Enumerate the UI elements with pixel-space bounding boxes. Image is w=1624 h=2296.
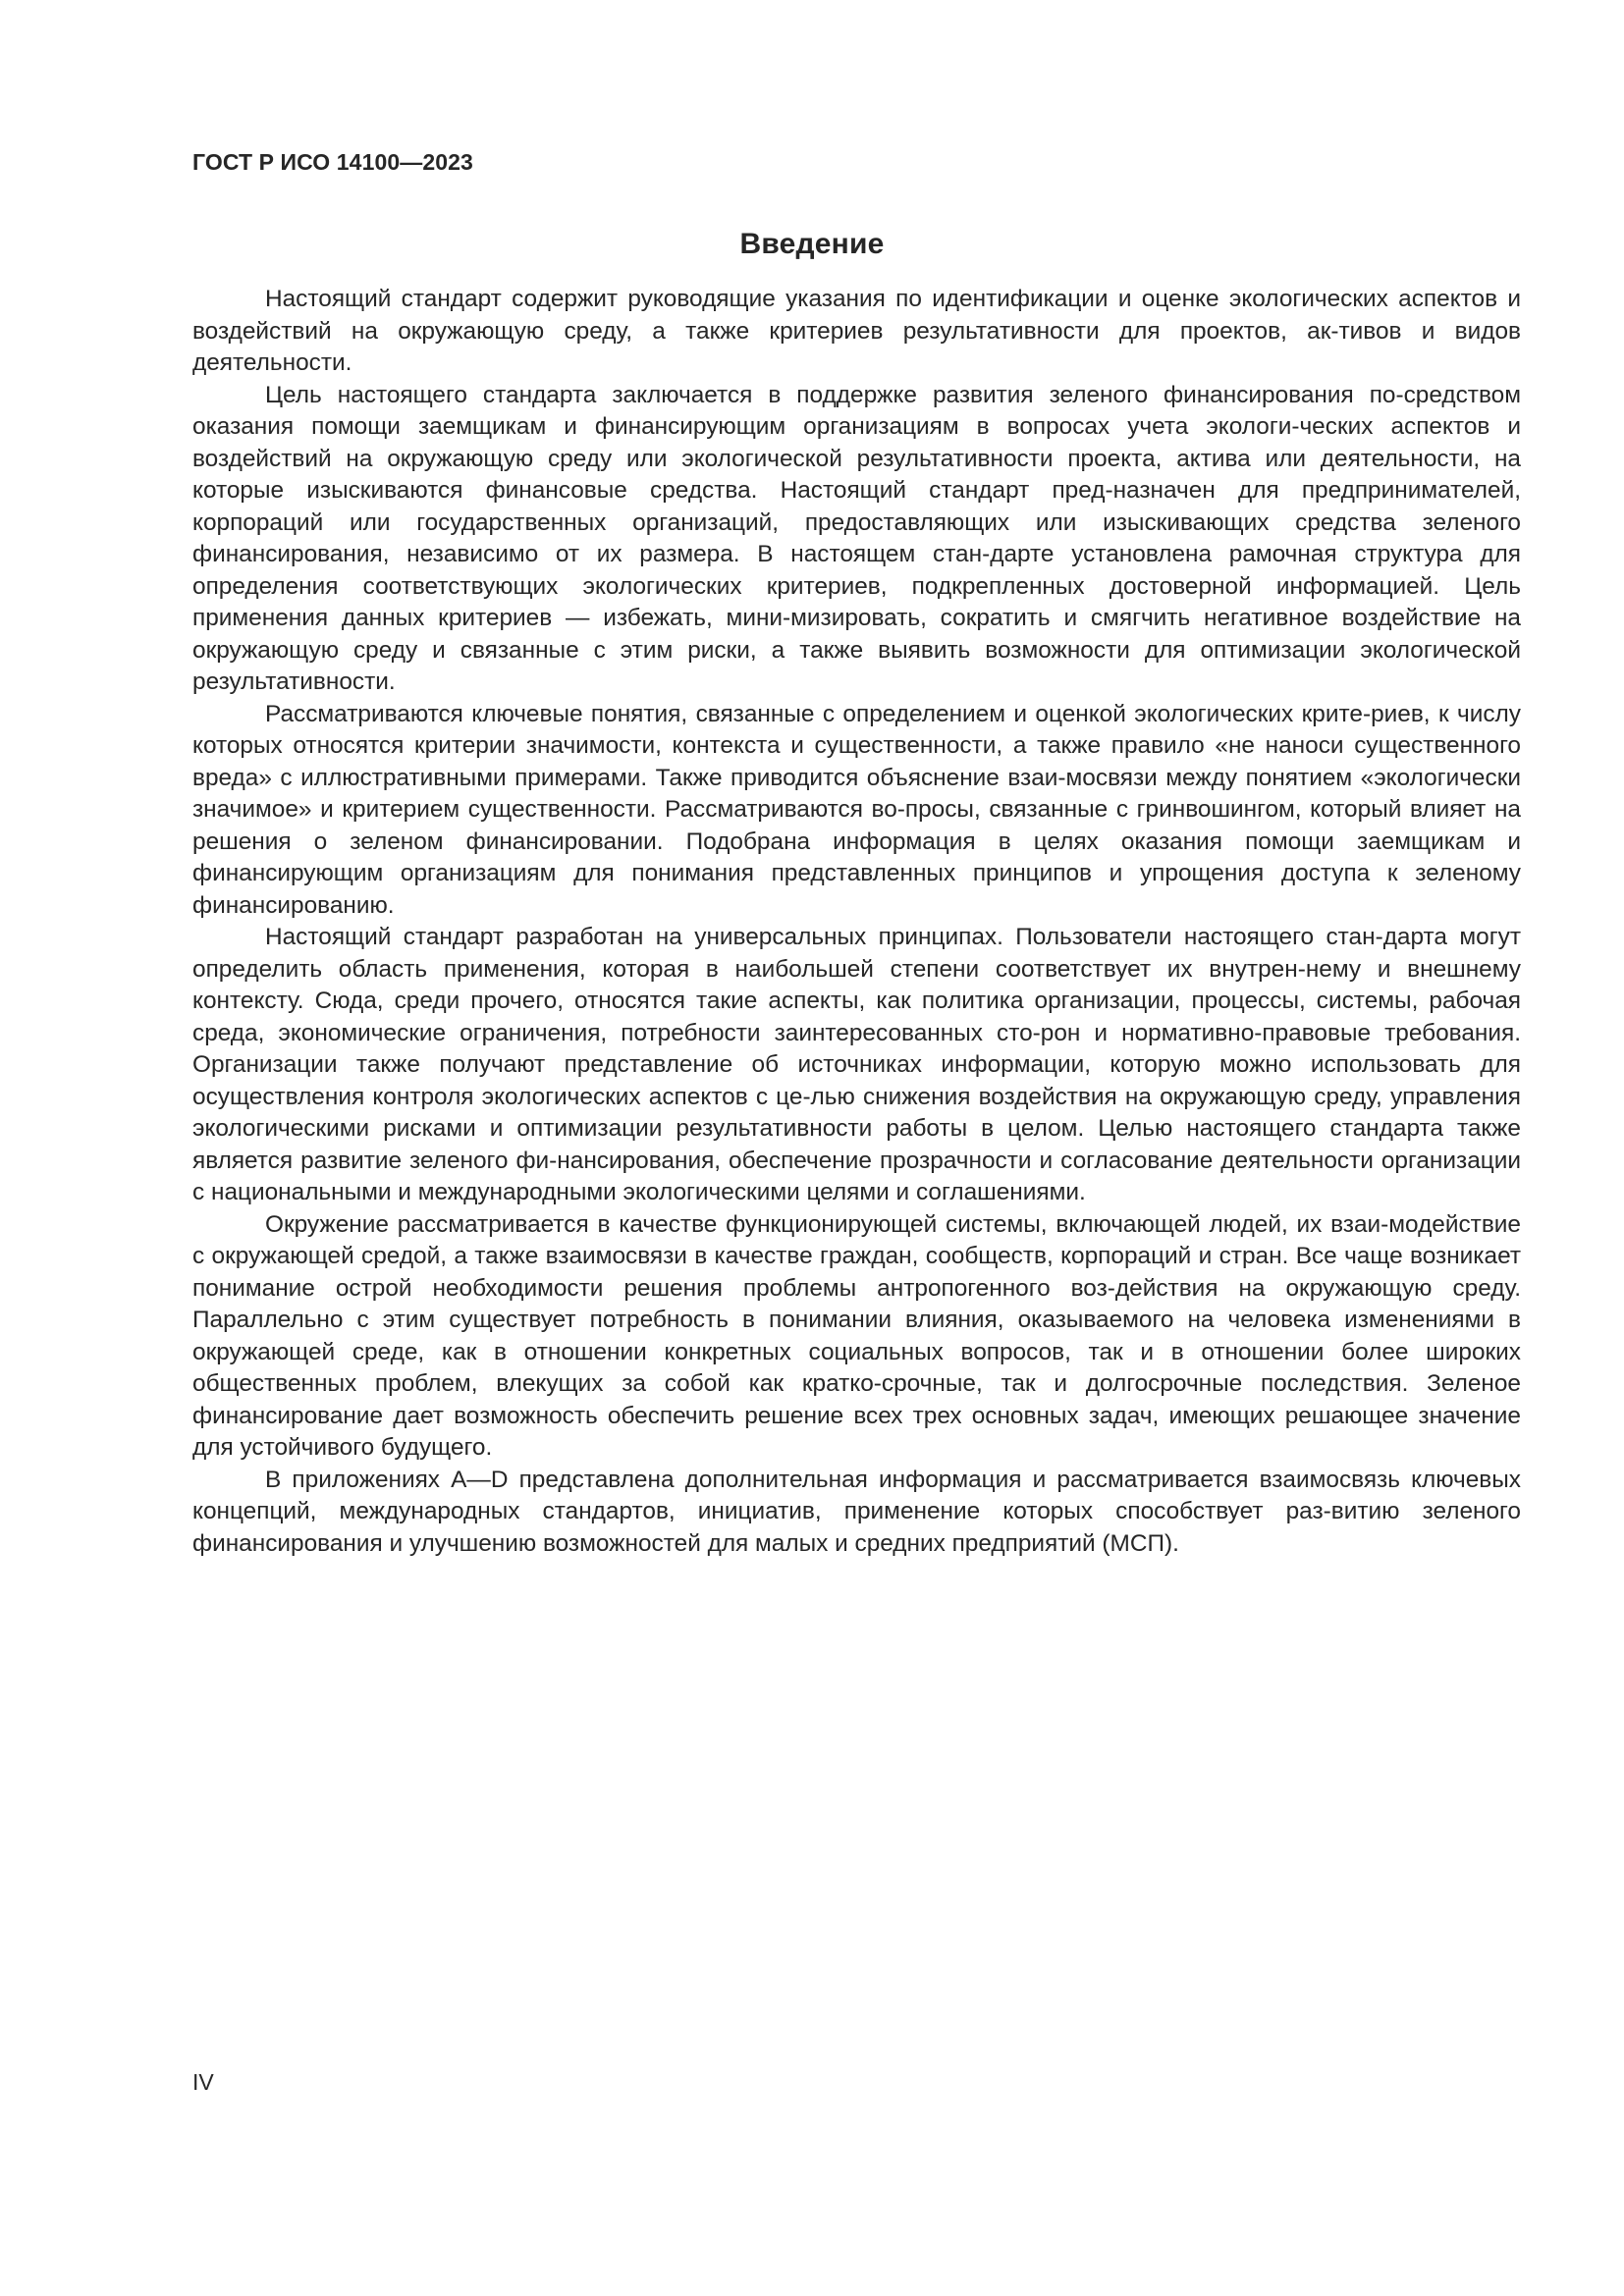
document-header: ГОСТ Р ИСО 14100—2023: [192, 149, 473, 175]
page-number: IV: [192, 2069, 214, 2095]
paragraph: Цель настоящего стандарта заключается в поддержке развития зеленого финансирования по-средством оказания помощи заемщикам и финансирующим организациям в вопросах учета экологи-ческих аспектов и воздействий на окружающую среду или экологической результативности проекта, актива или деятельности, на которые изыскиваются финансовые средства. Настоящий стандарт пред-назначен для предпринимателей, корпораций или государственных организаций, предоставляющих или изыскивающих средства зеленого финансирования, независимо от их размера. В настоящем стан-дарте установлена рамочная структура для определения соответствующих экологических критериев, подкрепленных достоверной информацией. Цель применения данных критериев — избежать, мини-мизировать, сократить и смягчить негативное воздействие на окружающую среду и связанные с этим риски, а также выявить возможности для оптимизации экологической результативности.: [192, 381, 1521, 695]
section-title: Введение: [739, 228, 885, 260]
paragraph: Рассматриваются ключевые понятия, связанные с определением и оценкой экологических крите-риев, к числу которых относятся критерии значимости, контекста и существенности, а также правило «не наноси существенного вреда» с иллюстративными примерами. Также приводится объяснение взаи-мосвязи между понятием «экологически значимое» и критерием существенности. Рассматриваются во-просы, связанные с гринвошингом, который влияет на решения о зеленом финансировании. Подобрана информация в целях оказания помощи заемщикам и финансирующим организациям для понимания представленных принципов и упрощения доступа к зеленому финансированию.: [192, 700, 1521, 919]
paragraph: Настоящий стандарт разработан на универсальных принципах. Пользователи настоящего стан-дарта могут определить область применения, которая в наибольшей степени соответствует их внутрен-нему и внешнему контексту. Сюда, среди прочего, относятся такие аспекты, как политика организации, процессы, системы, рабочая среда, экономические ограничения, потребности заинтересованных сто-рон и нормативно-правовые требования. Организации также получают представление об источниках информации, которую можно использовать для осуществления контроля экологических аспектов с це-лью снижения воздействия на окружающую среду, управления экологическими рисками и оптимизации результативности работы в целом. Целью настоящего стандарта также является развитие зеленого фи-нансирования, обеспечение прозрачности и согласование деятельности организации с национальными и международными экологическими целями и соглашениями.: [192, 924, 1521, 1205]
paragraph: Окружение рассматривается в качестве функционирующей системы, включающей людей, их взаи-модействие с окружающей средой, а также взаимосвязи в качестве граждан, сообществ, корпораций и стран. Все чаще возникает понимание острой необходимости решения проблемы антропогенного воз-действия на окружающую среду. Параллельно с этим существует потребность в понимании влияния, оказываемого на человека изменениями в окружающей среде, как в отношении конкретных социальных вопросов, так и в отношении более широких общественных проблем, влекущих за собой как кратко-срочные, так и долгосрочные последствия. Зеленое финансирование дает возможность обеспечить решение всех трех основных задач, имеющих решающее значение для устойчивого будущего.: [192, 1210, 1521, 1461]
body-text: [192, 284, 1521, 1560]
paragraph: В приложениях А—D представлена дополнительная информация и рассматривается взаимосвязь ключевых концепций, международных стандартов, инициатив, применение которых способствует раз-витию зеленого финансирования и улучшению возможностей для малых и средних предприятий (МСП).: [192, 1466, 1521, 1557]
paragraph: Настоящий стандарт содержит руководящие указания по идентификации и оценке экологических аспектов и воздействий на окружающую среду, а также критериев результативности для проектов, ак-тивов и видов деятельности.: [192, 286, 1521, 376]
